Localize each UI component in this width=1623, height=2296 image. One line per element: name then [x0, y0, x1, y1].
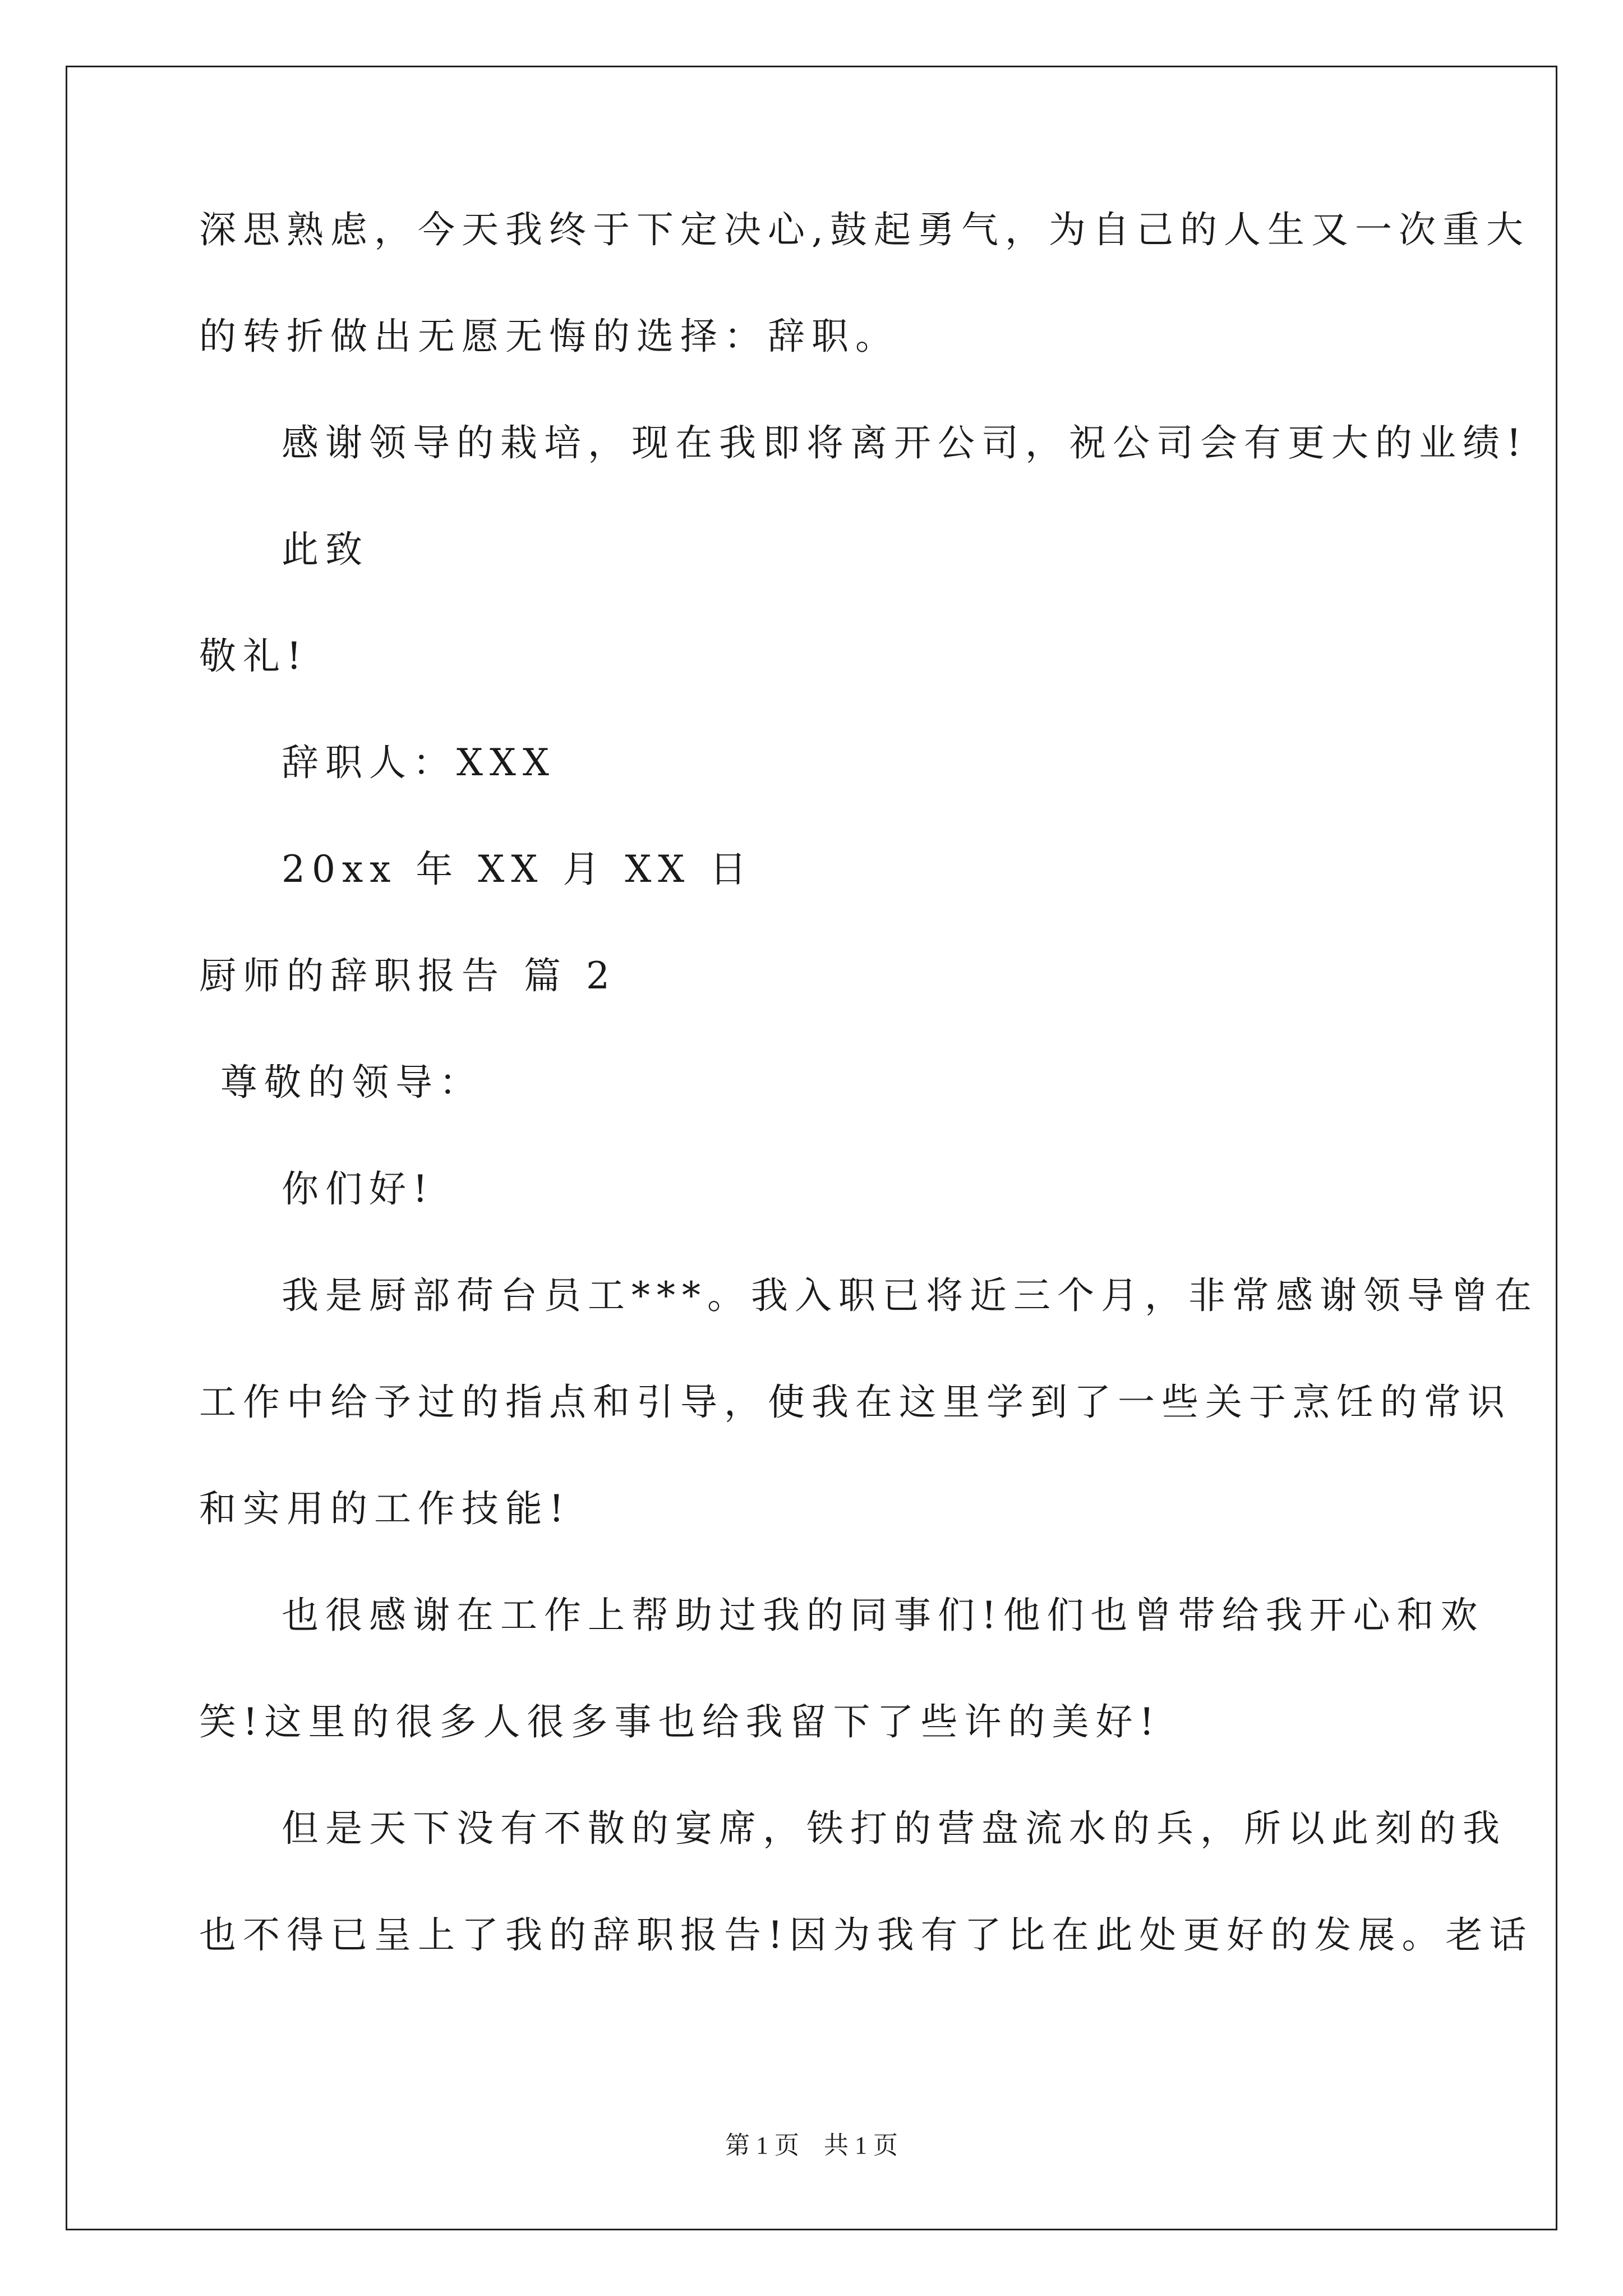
paragraph-line: 笑!这里的很多人很多事也给我留下了些许的美好!	[199, 1700, 1161, 1743]
page-border	[66, 66, 1557, 2230]
signature-line: 辞职人：XXX	[282, 741, 556, 784]
greeting-line: 尊敬的领导：	[220, 1061, 483, 1104]
paragraph-line: 我是厨部荷台员工***。我入职已将近三个月，非常感谢领导曾在	[282, 1274, 1538, 1317]
paragraph-line: 深思熟虑，今天我终于下定决心,鼓起勇气，为自己的人生又一次重大	[199, 208, 1530, 251]
paragraph-line: 也不得已呈上了我的辞职报告!因为我有了比在此处更好的发展。老话	[199, 1913, 1533, 1957]
paragraph-line: 也很感谢在工作上帮助过我的同事们!他们也曾带给我开心和欢	[282, 1594, 1484, 1637]
greeting-hello: 你们好!	[282, 1167, 435, 1211]
section-heading: 厨师的辞职报告 篇 2	[199, 954, 616, 997]
paragraph-line: 感谢领导的栽培，现在我即将离开公司，祝公司会有更大的业绩!	[282, 421, 1528, 464]
paragraph-line: 和实用的工作技能!	[199, 1487, 571, 1530]
page-footer: 第 1 页 共 1 页	[725, 2132, 898, 2159]
closing-salutation: 此致	[282, 528, 369, 571]
date-line: 20xx 年 XX 月 XX 日	[282, 848, 754, 891]
paragraph-line: 但是天下没有不散的宴席，铁打的营盘流水的兵，所以此刻的我	[282, 1807, 1506, 1850]
paragraph-line: 工作中给予过的指点和引导，使我在这里学到了一些关于烹饪的常识	[199, 1381, 1511, 1424]
paragraph-line: 的转折做出无愿无悔的选择：辞职。	[199, 315, 899, 358]
closing-regards: 敬礼!	[199, 634, 308, 678]
